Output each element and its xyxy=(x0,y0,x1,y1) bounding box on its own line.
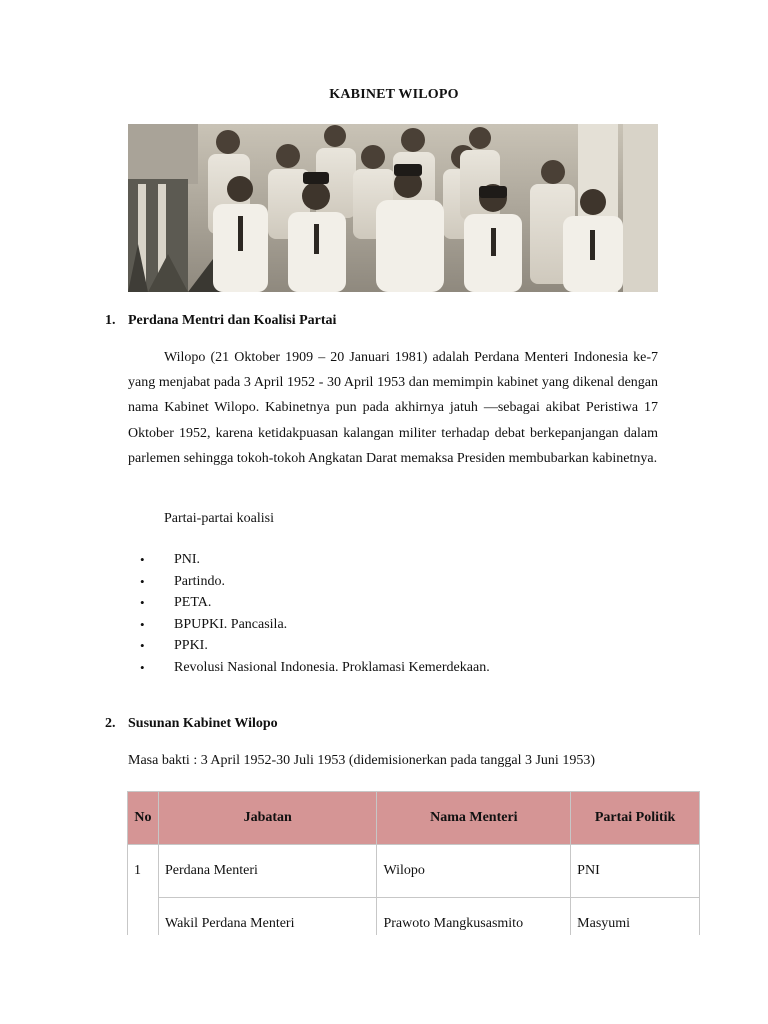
document-title: KABINET WILOPO xyxy=(329,87,459,102)
bullet-icon: • xyxy=(140,573,145,589)
list-item: • PPKI. xyxy=(140,635,490,657)
cell-partai: PNI xyxy=(571,845,700,898)
bullet-icon: • xyxy=(140,595,145,611)
section-1-number: 1. xyxy=(105,313,116,328)
table-row xyxy=(128,898,700,936)
cabinet-table xyxy=(127,791,700,935)
bullet-icon: • xyxy=(140,616,145,632)
term-of-office: Masa bakti : 3 April 1952-30 Juli 1953 (didemisionerkan pada tanggal 3 Juni 1953) xyxy=(128,753,595,768)
cell-nama: Prawoto Mangkusasmito xyxy=(377,898,571,936)
cell-nama: Wilopo xyxy=(377,845,571,898)
list-item: • PNI. xyxy=(140,549,490,571)
list-item: • BPUPKI. Pancasila. xyxy=(140,614,490,636)
section-2-title: Susunan Kabinet Wilopo xyxy=(128,716,278,731)
bullet-icon: • xyxy=(140,552,145,567)
list-item: • PETA. xyxy=(140,592,490,614)
paragraph-text: Wilopo (21 Oktober 1909 – 20 Januari 1981) adalah Perdana Menteri Indonesia ke-7 yang menjabat pada 3 April 1952 - 30 April 1953 dan memimpin kabinet yang dikenal dengan nama Kabinet Wilopo. Kabinetnya pun pada akhirnya jatuh —sebagai akibat Peristiwa 17 Oktober 1952, karena ketidakpuasan kalangan militer terhadap debat berkepanjangan dalam parlemen sehingga tokoh-tokoh Angkatan Darat memaksa Presiden membubarkan kabinetnya. xyxy=(128,350,658,466)
table-row xyxy=(128,845,700,898)
col-header-no: No xyxy=(128,792,159,845)
col-header-nama: Nama Menteri xyxy=(377,792,571,845)
col-header-jabatan: Jabatan xyxy=(158,792,376,845)
list-item: • Partindo. xyxy=(140,571,490,593)
table-header-row xyxy=(128,792,700,845)
bullet-icon: • xyxy=(140,638,145,654)
col-header-partai: Partai Politik xyxy=(571,792,700,845)
list-item: • Revolusi Nasional Indonesia. Proklamasi Kemerdekaan. xyxy=(140,657,490,679)
section-1-title: Perdana Mentri dan Koalisi Partai xyxy=(128,313,337,328)
cell-jabatan: Perdana Menteri xyxy=(158,845,376,898)
bullet-icon: • xyxy=(140,659,145,675)
coalition-label: Partai-partai koalisi xyxy=(164,511,275,526)
cell-no: 1 xyxy=(128,845,159,936)
cell-partai: Masyumi xyxy=(571,898,700,936)
cell-jabatan: Wakil Perdana Menteri xyxy=(158,898,376,936)
section-2-number: 2. xyxy=(105,716,116,731)
